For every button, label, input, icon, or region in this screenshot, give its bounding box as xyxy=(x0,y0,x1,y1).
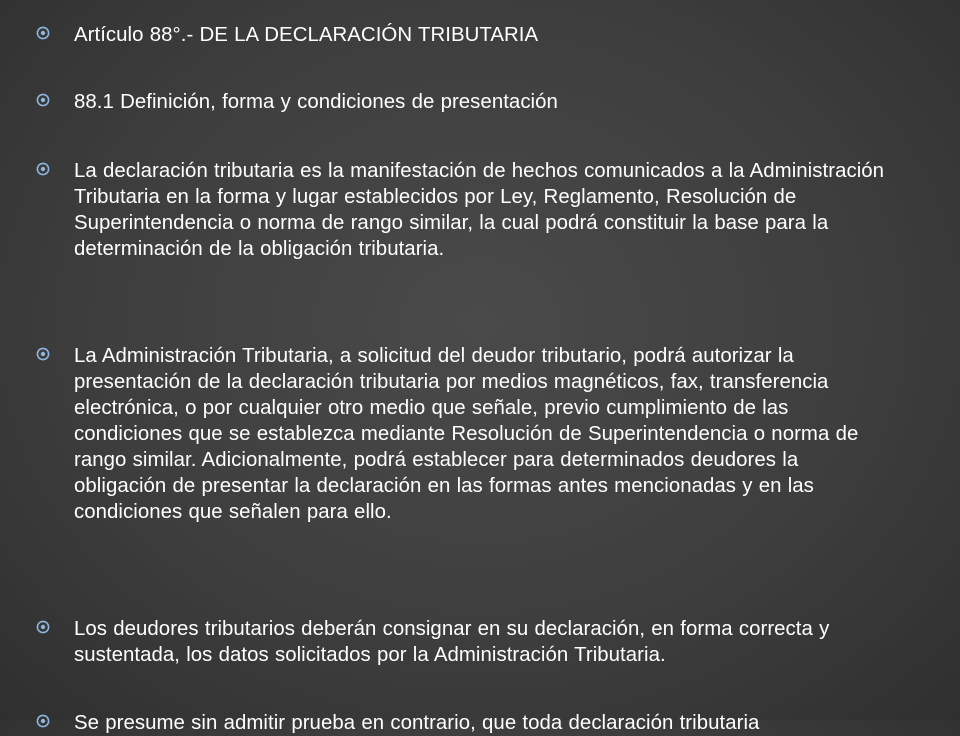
bullet-item-presumption xyxy=(36,710,892,736)
bullet-item-electronic-means xyxy=(36,343,892,525)
bullet-text: 88.1 Definición, forma y condiciones de presentación xyxy=(74,91,558,113)
bullet-icon xyxy=(36,710,74,728)
bullet-icon xyxy=(36,343,74,361)
bullet-icon xyxy=(36,22,74,40)
bullet-item-definition xyxy=(36,158,892,262)
bullet-icon xyxy=(36,158,74,176)
bullet-text: La Administración Tributaria, a solicitud del deudor tributario, podrá autorizar la presentación de la declaración tributaria por medios magnéticos, fax, transferencia electrónica, o por cualquier otro medio que señale, previo cumplimiento de las condiciones que se establezca mediante Resolución de Superintendencia o norma de rango similar. Adicionalmente, podrá establecer para determinados deudores la obligación de presentar la declaración en las formas antes mencionadas y en las condiciones que señalen para ello. xyxy=(74,345,859,523)
bullet-icon xyxy=(36,616,74,634)
bullet-text: Artículo 88°.- DE LA DECLARACIÓN TRIBUTARIA xyxy=(74,24,539,46)
bullet-text: Se presume sin admitir prueba en contrario, que toda declaración tributaria xyxy=(74,712,760,734)
bullet-icon xyxy=(36,89,74,107)
bullet-item-debtors xyxy=(36,616,892,668)
bullet-item-subtitle xyxy=(36,89,892,115)
bullet-text: La declaración tributaria es la manifestación de hechos comunicados a la Administración Tributaria en la forma y lugar establecidos por Ley, Reglamento, Resolución de Superintendencia o norma de rango similar, la cual podrá constituir la base para la determinación de la obligación tributaria. xyxy=(74,160,885,260)
bullet-text: Los deudores tributarios deberán consignar en su declaración, en forma correcta y sustentada, los datos solicitados por la Administración Tributaria. xyxy=(74,618,830,666)
bullet-item-article-title xyxy=(36,22,892,48)
